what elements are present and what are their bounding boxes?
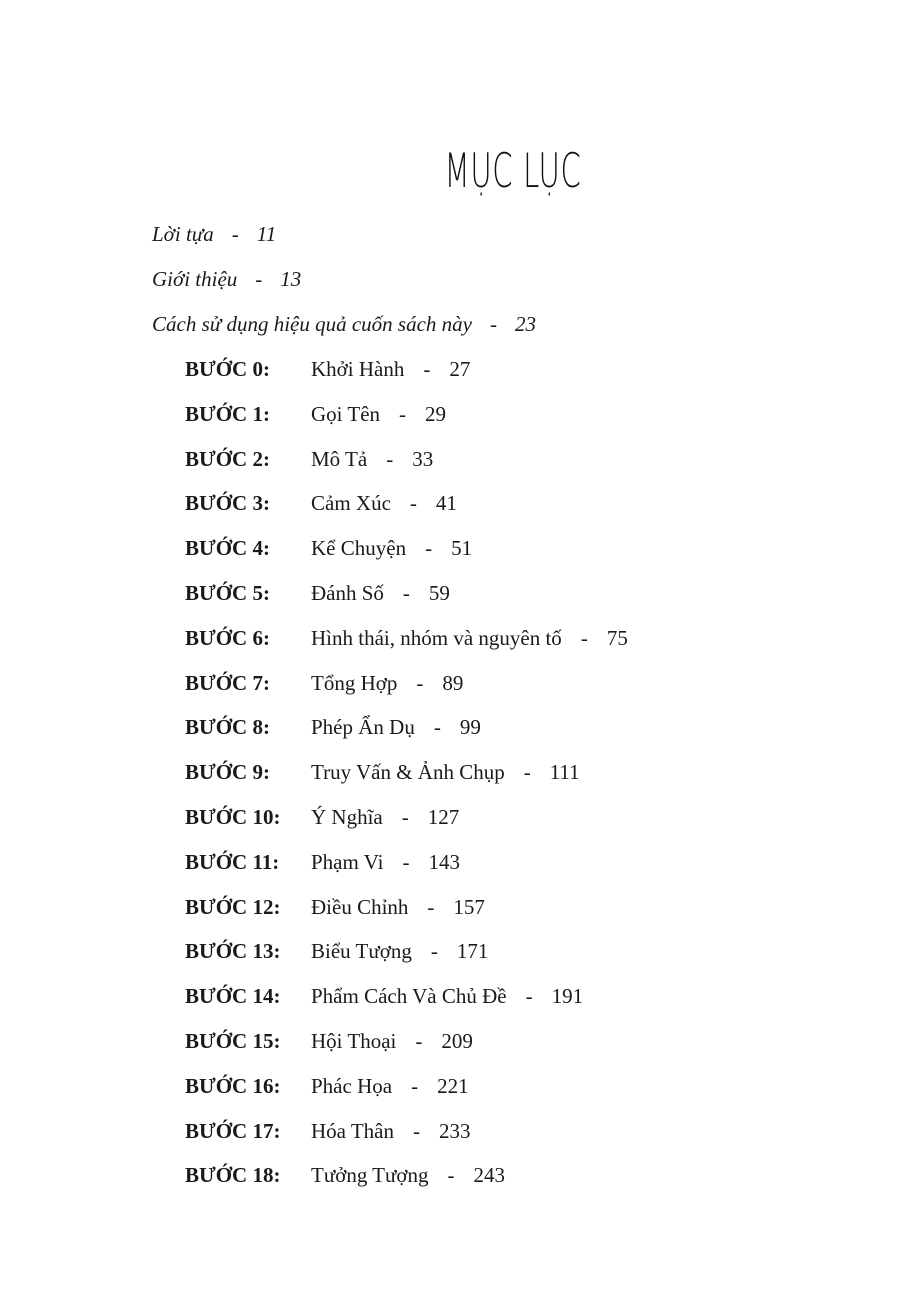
step-separator: - (415, 1028, 423, 1053)
toc-entry-separator: - (231, 222, 239, 246)
step-page: 29 (425, 401, 447, 426)
step-page: 99 (459, 715, 481, 740)
step-label: BƯỚC 12: (185, 894, 281, 919)
toc-entry-title: Cách sử dụng hiệu quả cuốn sách này (152, 312, 472, 336)
step-page: 157 (453, 894, 485, 919)
step-title: Tổng Hợp (311, 670, 398, 695)
step-page: 89 (442, 670, 464, 695)
step-label: BƯỚC 6: (185, 625, 270, 650)
toc-step-7[interactable] (185, 669, 628, 714)
toc-step-0[interactable] (185, 355, 628, 400)
toc-step-18[interactable] (185, 1161, 628, 1206)
step-label: BƯỚC 15: (185, 1028, 281, 1053)
front-matter-list (152, 220, 536, 355)
step-label: BƯỚC 17: (185, 1118, 281, 1143)
step-title: Điều Chỉnh (311, 894, 409, 919)
toc-step-11[interactable] (185, 848, 628, 893)
step-title: Mô Tả (311, 446, 368, 471)
step-page: 171 (456, 939, 489, 964)
step-separator: - (430, 939, 438, 964)
step-title: Tưởng Tượng (311, 1163, 429, 1188)
step-title: Hình thái, nhóm và nguyên tố (311, 625, 562, 650)
step-separator: - (402, 580, 410, 605)
toc-entry-separator: - (255, 267, 263, 291)
toc-entry-separator: - (490, 312, 497, 336)
step-title: Đánh Số (311, 580, 384, 605)
step-title: Kể Chuyện (311, 536, 407, 561)
step-page: 75 (606, 625, 628, 650)
toc-step-9[interactable] (185, 758, 628, 803)
step-label: BƯỚC 1: (185, 401, 270, 426)
step-separator: - (402, 849, 410, 874)
step-title: Phạm Vi (311, 849, 384, 874)
step-page: 233 (439, 1118, 471, 1143)
step-label: BƯỚC 3: (185, 491, 270, 516)
step-separator: - (409, 491, 417, 516)
step-page: 33 (412, 446, 434, 471)
step-label: BƯỚC 2: (185, 446, 270, 471)
toc-step-8[interactable] (185, 713, 628, 758)
toc-entry-page: 11 (256, 222, 277, 246)
step-title: Phác Họa (311, 1073, 393, 1098)
toc-step-13[interactable] (185, 937, 628, 982)
toc-step-4[interactable] (185, 534, 628, 579)
step-page: 59 (428, 580, 450, 605)
step-separator: - (427, 894, 435, 919)
step-page: 209 (441, 1028, 473, 1053)
page-title: MỤC LỤC (444, 144, 582, 199)
step-label: BƯỚC 8: (185, 715, 270, 740)
toc-entry-title: Lời tựa (152, 222, 214, 246)
step-separator: - (523, 760, 531, 785)
toc-step-10[interactable] (185, 803, 628, 848)
step-separator: - (399, 401, 407, 426)
toc-step-5[interactable] (185, 579, 628, 624)
steps-list (185, 355, 628, 1206)
step-title: Cảm Xúc (311, 491, 391, 516)
toc-entry-page: 23 (515, 312, 536, 336)
step-separator: - (386, 446, 394, 471)
step-label: BƯỚC 0: (185, 357, 270, 381)
step-separator: - (433, 715, 441, 740)
toc-entry-how-to-use[interactable] (152, 310, 536, 355)
step-page: 51 (451, 536, 473, 561)
step-page: 41 (435, 491, 457, 516)
step-separator: - (423, 357, 431, 381)
step-title: Truy Vấn & Ảnh Chụp (311, 760, 505, 785)
step-separator: - (416, 670, 424, 695)
step-page: 221 (437, 1073, 469, 1098)
toc-step-17[interactable] (185, 1117, 628, 1162)
step-page: 127 (427, 804, 460, 829)
step-title: Gọi Tên (311, 401, 381, 426)
step-separator: - (447, 1163, 455, 1188)
step-label: BƯỚC 11: (185, 849, 280, 874)
step-label: BƯỚC 5: (185, 580, 270, 605)
step-separator: - (525, 984, 533, 1009)
step-title: Khởi Hành (311, 357, 405, 381)
step-label: BƯỚC 7: (185, 670, 270, 695)
toc-step-1[interactable] (185, 400, 628, 445)
step-title: Hội Thoại (311, 1028, 397, 1053)
toc-step-14[interactable] (185, 982, 628, 1027)
step-page: 143 (428, 849, 460, 874)
toc-step-12[interactable] (185, 893, 628, 938)
step-page: 243 (473, 1163, 505, 1188)
step-page: 191 (551, 984, 584, 1009)
toc-step-3[interactable] (185, 489, 628, 534)
toc-step-15[interactable] (185, 1027, 628, 1072)
step-label: BƯỚC 16: (185, 1073, 281, 1098)
step-label: BƯỚC 13: (185, 939, 281, 964)
step-separator: - (580, 625, 588, 650)
step-separator: - (413, 1118, 421, 1143)
toc-entry-preface[interactable] (152, 220, 536, 265)
toc-step-2[interactable] (185, 445, 628, 490)
step-title: Hóa Thân (311, 1118, 395, 1143)
step-title: Biểu Tượng (311, 939, 412, 964)
step-label: BƯỚC 9: (185, 760, 270, 785)
step-separator: - (425, 536, 433, 561)
toc-entry-title: Giới thiệu (152, 267, 238, 291)
step-title: Phép Ẩn Dụ (311, 715, 415, 740)
step-page: 111 (549, 760, 580, 785)
step-label: BƯỚC 18: (185, 1163, 281, 1188)
toc-entry-introduction[interactable] (152, 265, 536, 310)
step-label: BƯỚC 14: (185, 984, 281, 1009)
toc-step-16[interactable] (185, 1072, 628, 1117)
step-page: 27 (449, 357, 471, 381)
step-separator: - (401, 804, 409, 829)
step-separator: - (411, 1073, 419, 1098)
step-title: Phẩm Cách Và Chủ Đề (311, 984, 507, 1009)
step-label: BƯỚC 10: (185, 804, 281, 829)
step-title: Ý Nghĩa (311, 804, 383, 829)
step-label: BƯỚC 4: (185, 536, 270, 561)
toc-step-6[interactable] (185, 624, 628, 669)
toc-entry-page: 13 (280, 267, 302, 291)
